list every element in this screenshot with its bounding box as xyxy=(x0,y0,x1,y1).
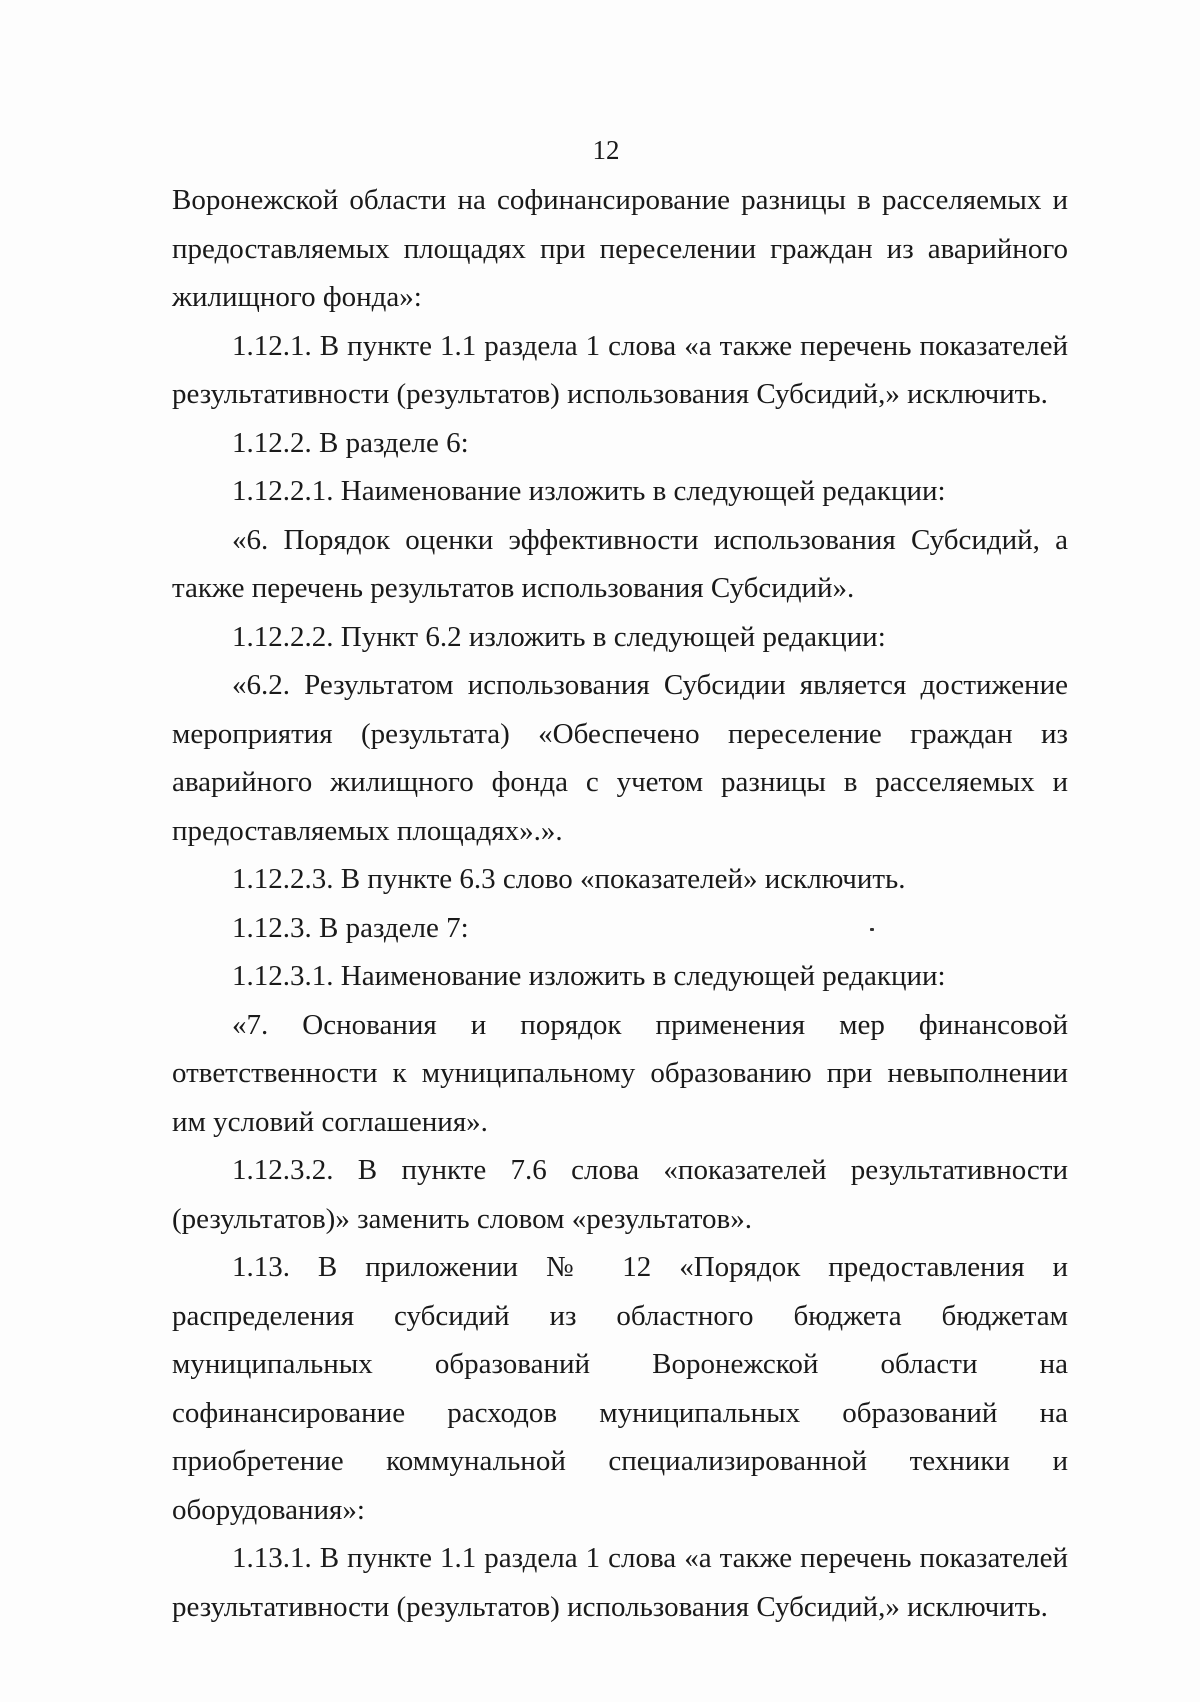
paragraph-1-12-3-2: 1.12.3.2. В пункте 7.6 слова «показателей результативности (результатов)» заменить словом «результатов». xyxy=(172,1154,1068,1235)
paragraph-1-12-2: 1.12.2. В разделе 6: xyxy=(232,426,469,459)
paragraph-1-13-1: 1.13.1. В пункте 1.1 раздела 1 слова «а также перечень показателей результативности (результатов) использования Субсидий,» исключить. xyxy=(172,1542,1068,1623)
paragraph-continuation: Воронежской области на софинансирование разницы в расселяемых и предоставляемых площадях при переселении граждан из аварийного жилищного фонда»: xyxy=(172,184,1068,313)
document-body xyxy=(172,176,1068,1631)
paragraph-1-12-3-1: 1.12.3.1. Наименование изложить в следующей редакции: xyxy=(232,960,946,992)
paragraph-section-7-title: «7. Основания и порядок применения мер финансовой ответственности к муниципальному образованию при невыполнении им условий соглашения». xyxy=(172,1008,1068,1138)
scan-speck xyxy=(870,928,874,931)
paragraph-clause-6-2: «6.2. Результатом использования Субсидии является достижение мероприятия (результата) «Обеспечено переселение граждан из аварийного жилищного фонда с учетом разницы в расселяемых и предоставляемых площадях».». xyxy=(172,669,1068,847)
paragraph-1-12-3: 1.12.3. В разделе 7: xyxy=(232,911,469,944)
paragraph-1-12-2-2: 1.12.2.2. Пункт 6.2 изложить в следующей редакции: xyxy=(232,620,886,653)
paragraph-1-12-2-1: 1.12.2.1. Наименование изложить в следующей редакции: xyxy=(232,475,946,507)
page-number: 12 xyxy=(592,135,620,165)
paragraph-1-13: 1.13. В приложении № 12 «Порядок предоставления и распределения субсидий из областного бюджета бюджетам муниципальных образований Воронежской области на софинансирование расходов муниципальных образований на приобретение коммунальной специализированной техники и оборудования»: xyxy=(172,1251,1068,1526)
paragraph-1-12-1: 1.12.1. В пункте 1.1 раздела 1 слова «а также перечень показателей результативности (результатов) использования Субсидий,» исключить. xyxy=(172,329,1068,410)
paragraph-section-6-title: «6. Порядок оценки эффективности использования Субсидий, а также перечень результатов использования Субсидий». xyxy=(172,523,1068,604)
paragraph-1-12-2-3: 1.12.2.3. В пункте 6.3 слово «показателей» исключить. xyxy=(232,863,906,895)
